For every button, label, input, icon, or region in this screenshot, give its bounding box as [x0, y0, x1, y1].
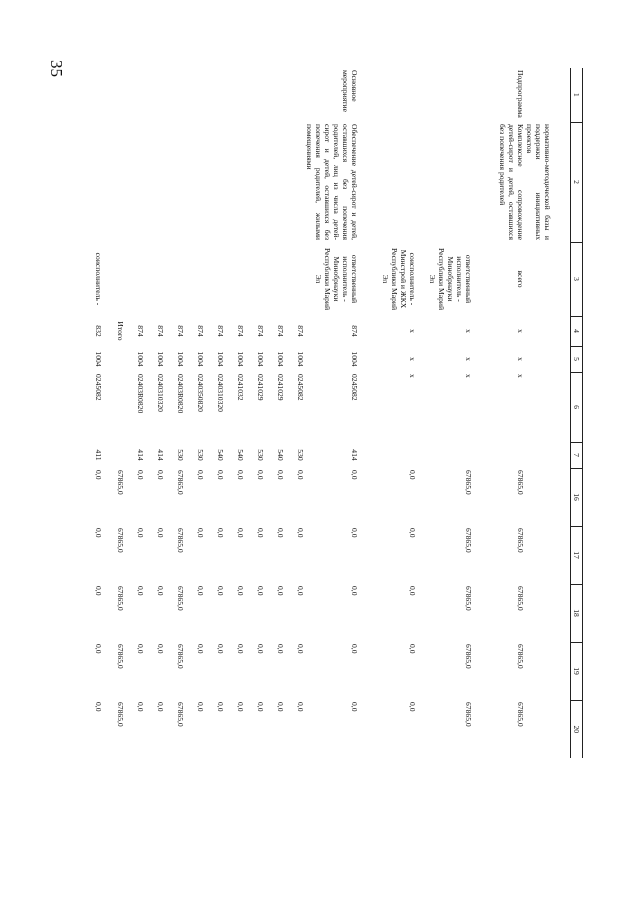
cell-c4 [525, 316, 571, 346]
cell-c3 [285, 242, 305, 316]
table-row [265, 68, 285, 758]
cell-c7: 540 [216, 449, 225, 461]
cell-c2 [245, 122, 265, 242]
cell-c6: 0240310320 [156, 374, 165, 412]
cell-v17: 0,0 [94, 528, 103, 538]
cell-c6: 0241029 [256, 374, 265, 401]
cell-v19: 0,0 [276, 644, 285, 654]
table-row [225, 68, 245, 758]
cell-v20: 0,0 [276, 702, 285, 712]
column-number: 17 [571, 526, 583, 584]
cell-c5 [525, 346, 571, 372]
cell-c6: 0245082 [94, 374, 103, 401]
cell-c2 [285, 122, 305, 242]
cell-v16 [525, 468, 571, 526]
cell-v18: 0,0 [256, 586, 265, 596]
cell-c5: 1004 [256, 351, 265, 367]
cell-v20: 0,0 [350, 702, 359, 712]
cell-v18: 67865,0 [176, 586, 185, 611]
cell-c4: Итого [116, 321, 125, 341]
cell-c6: 0240310320 [216, 374, 225, 412]
cell-c5: 1004 [136, 351, 145, 367]
cell-v18: 0,0 [350, 586, 359, 596]
cell-v20 [525, 700, 571, 758]
cell-c5: x [464, 357, 473, 361]
cell-v20: 0,0 [156, 702, 165, 712]
cell-c5: 1004 [350, 351, 359, 367]
cell-c3 [525, 242, 571, 316]
cell-v17 [525, 526, 571, 584]
cell-v18: 0,0 [216, 586, 225, 596]
cell-c6: 0245082 [296, 374, 305, 401]
column-number: 3 [571, 242, 583, 316]
cell-v20: 67865,0 [116, 702, 125, 727]
cell-c5: 1004 [216, 351, 225, 367]
cell-c3: соисполнитель - Минстрой и ЖКХ Республики Марий Эл [381, 247, 417, 311]
cell-c7: 414 [350, 449, 359, 461]
cell-c4: x [408, 329, 417, 333]
cell-c2 [225, 122, 245, 242]
cell-v16: 67865,0 [464, 470, 473, 495]
table-row [185, 68, 205, 758]
cell-c1 [417, 68, 473, 122]
cell-v18: 0,0 [296, 586, 305, 596]
cell-v18: 67865,0 [516, 586, 525, 611]
cell-v16: 0,0 [94, 470, 103, 480]
cell-c3 [245, 242, 265, 316]
cell-c5: 1004 [94, 351, 103, 367]
cell-c7 [417, 442, 473, 468]
table-row [245, 68, 265, 758]
column-number: 16 [571, 468, 583, 526]
table-row [525, 68, 571, 758]
cell-c3: ответственный исполнитель - Минобрнауки Республики Марий Эл [314, 247, 359, 311]
table-row [305, 68, 359, 758]
cell-c4: x [516, 329, 525, 333]
table-body [83, 68, 583, 758]
cell-c3 [185, 242, 205, 316]
cell-c2 [359, 122, 417, 242]
cell-c4: 874 [136, 325, 145, 337]
cell-v18: 0,0 [136, 586, 145, 596]
cell-v18: 0,0 [94, 586, 103, 596]
table-row [359, 68, 417, 758]
table-row [285, 68, 305, 758]
cell-v16: 0,0 [256, 470, 265, 480]
cell-v19: 67865,0 [516, 644, 525, 669]
table-row [83, 68, 103, 758]
table-row [125, 68, 145, 758]
cell-c2 [103, 122, 125, 242]
cell-v19: 67865,0 [116, 644, 125, 669]
cell-v20: 0,0 [216, 702, 225, 712]
cell-v17: 0,0 [136, 528, 145, 538]
cell-c7 [359, 442, 417, 468]
cell-c1 [205, 68, 225, 122]
cell-c3: ответственный исполнитель - Минобрнауки Республики Марий Эл [428, 247, 473, 311]
cell-c2 [83, 122, 103, 242]
cell-c1 [83, 68, 103, 122]
cell-v17: 0,0 [196, 528, 205, 538]
cell-c2: Комплексное сопровождение детей-сирот и детей, оставшихся без попечения родителей [498, 124, 525, 240]
cell-c4: 832 [94, 325, 103, 337]
cell-c7: 530 [196, 449, 205, 461]
cell-v20: 0,0 [94, 702, 103, 712]
cell-c7: 530 [256, 449, 265, 461]
cell-v17: 0,0 [276, 528, 285, 538]
cell-v20: 0,0 [296, 702, 305, 712]
cell-c4: 874 [156, 325, 165, 337]
cell-v18: 0,0 [408, 586, 417, 596]
cell-c6: x [464, 374, 473, 378]
cell-c6: 0240350820 [196, 374, 205, 412]
cell-v19: 0,0 [216, 644, 225, 654]
cell-c7: 540 [236, 449, 245, 461]
column-number: 6 [571, 372, 583, 442]
cell-v20: 0,0 [136, 702, 145, 712]
cell-c3 [205, 242, 225, 316]
cell-v19: 0,0 [156, 644, 165, 654]
cell-c4: 874 [350, 325, 359, 337]
cell-v19: 0,0 [296, 644, 305, 654]
cell-c7: 530 [296, 449, 305, 461]
cell-v16: 67865,0 [516, 470, 525, 495]
budget-table [83, 68, 583, 758]
cell-v20: 0,0 [236, 702, 245, 712]
cell-c1 [145, 68, 165, 122]
page-number: 35 [47, 60, 66, 77]
cell-c3: всего [516, 270, 525, 288]
cell-c5: 1004 [196, 351, 205, 367]
cell-c7: 414 [136, 449, 145, 461]
cell-c4: 874 [216, 325, 225, 337]
column-number: 4 [571, 316, 583, 346]
cell-v16: 0,0 [350, 470, 359, 480]
table-row [417, 68, 473, 758]
cell-c6: 02403R0820 [176, 374, 185, 414]
cell-c1 [359, 68, 417, 122]
cell-v19: 0,0 [94, 644, 103, 654]
column-number: 20 [571, 700, 583, 758]
cell-c5: 1004 [236, 351, 245, 367]
cell-v20: 67865,0 [176, 702, 185, 727]
cell-c7 [525, 442, 571, 468]
cell-v16: 0,0 [156, 470, 165, 480]
cell-c1 [525, 68, 571, 122]
cell-c3 [145, 242, 165, 316]
cell-v20: 0,0 [256, 702, 265, 712]
cell-v18: 67865,0 [116, 586, 125, 611]
cell-c6: x [516, 374, 525, 378]
column-number: 19 [571, 642, 583, 700]
cell-c2 [125, 122, 145, 242]
cell-c3: соисполнитель - [94, 252, 103, 306]
cell-c4: 874 [276, 325, 285, 337]
cell-c1: Основное мероприятие [341, 70, 359, 112]
cell-c4: 874 [236, 325, 245, 337]
cell-c5: 1004 [276, 351, 285, 367]
cell-v16: 0,0 [296, 470, 305, 480]
cell-c5: 1004 [176, 351, 185, 367]
cell-v17: 67865,0 [116, 528, 125, 553]
cell-c7: 540 [276, 449, 285, 461]
cell-v17: 0,0 [216, 528, 225, 538]
cell-c2 [165, 122, 185, 242]
cell-v16: 0,0 [216, 470, 225, 480]
cell-v16: 0,0 [196, 470, 205, 480]
cell-c2 [205, 122, 225, 242]
cell-v17: 0,0 [350, 528, 359, 538]
cell-v20: 67865,0 [464, 702, 473, 727]
cell-v19 [525, 642, 571, 700]
cell-c5: 1004 [156, 351, 165, 367]
column-number: 18 [571, 584, 583, 642]
cell-v18: 0,0 [196, 586, 205, 596]
cell-v19: 0,0 [408, 644, 417, 654]
cell-c1 [245, 68, 265, 122]
table-row [205, 68, 225, 758]
cell-v19: 67865,0 [176, 644, 185, 669]
table-row [145, 68, 165, 758]
cell-c1 [265, 68, 285, 122]
cell-c3 [165, 242, 185, 316]
cell-c2 [265, 122, 285, 242]
cell-v19: 0,0 [136, 644, 145, 654]
cell-v16: 0,0 [136, 470, 145, 480]
cell-c5: x [408, 357, 417, 361]
cell-c4: 874 [176, 325, 185, 337]
cell-v17: 0,0 [256, 528, 265, 538]
cell-v19: 0,0 [350, 644, 359, 654]
cell-v16: 67865,0 [176, 470, 185, 495]
cell-v20: 67865,0 [516, 702, 525, 727]
cell-c5: 1004 [296, 351, 305, 367]
cell-v16: 0,0 [276, 470, 285, 480]
cell-c4: 874 [196, 325, 205, 337]
column-number: 5 [571, 346, 583, 372]
cell-v18: 0,0 [156, 586, 165, 596]
cell-c2 [145, 122, 165, 242]
cell-c2 [417, 122, 473, 242]
cell-v17: 0,0 [156, 528, 165, 538]
cell-c5: x [516, 357, 525, 361]
cell-v17: 67865,0 [176, 528, 185, 553]
cell-c1 [165, 68, 185, 122]
column-number: 2 [571, 122, 583, 242]
cell-c7: 411 [94, 449, 103, 461]
cell-c2: Обеспечение детей-сирот и детей, оставшихся без попечения родителей, лиц из числа детей-сирот и детей, оставшихся без попечения родителей, жилыми помещениями [305, 124, 359, 240]
cell-v19: 0,0 [236, 644, 245, 654]
cell-c3 [125, 242, 145, 316]
cell-c1 [125, 68, 145, 122]
cell-c6 [103, 372, 125, 442]
cell-v18: 0,0 [236, 586, 245, 596]
cell-c1: Подпрограмма [516, 70, 525, 118]
cell-c1 [225, 68, 245, 122]
cell-c4: x [464, 329, 473, 333]
cell-c1 [185, 68, 205, 122]
cell-v19: 0,0 [196, 644, 205, 654]
cell-c6 [525, 372, 571, 442]
cell-v20: 0,0 [408, 702, 417, 712]
cell-c1 [103, 68, 125, 122]
cell-c2: нормативно-методической базы и поддержки инициативных проектов [525, 124, 552, 240]
cell-c6: 0245082 [350, 374, 359, 401]
cell-v18: 67865,0 [464, 586, 473, 611]
cell-v18 [525, 584, 571, 642]
cell-c6: x [408, 374, 417, 378]
cell-c6: 0241029 [276, 374, 285, 401]
cell-c4: 874 [296, 325, 305, 337]
cell-v17: 0,0 [408, 528, 417, 538]
column-number: 1 [571, 68, 583, 122]
cell-c3 [265, 242, 285, 316]
cell-c3 [225, 242, 245, 316]
cell-c6: 02403R0820 [136, 374, 145, 414]
table-row [165, 68, 185, 758]
cell-c7 [103, 442, 125, 468]
cell-v19: 67865,0 [464, 644, 473, 669]
cell-v17: 67865,0 [464, 528, 473, 553]
column-number: 7 [571, 442, 583, 468]
cell-c6: 0241032 [236, 374, 245, 401]
cell-v18: 0,0 [276, 586, 285, 596]
table-row [473, 68, 525, 758]
cell-c4: 874 [256, 325, 265, 337]
cell-v17: 0,0 [236, 528, 245, 538]
cell-v17: 0,0 [296, 528, 305, 538]
cell-v16: 0,0 [408, 470, 417, 480]
cell-c5 [103, 346, 125, 372]
cell-c2 [185, 122, 205, 242]
cell-c7 [473, 442, 525, 468]
header-row [571, 68, 583, 758]
cell-v16: 67865,0 [116, 470, 125, 495]
cell-v16: 0,0 [236, 470, 245, 480]
cell-c7: 530 [176, 449, 185, 461]
cell-v20: 0,0 [196, 702, 205, 712]
rotated-table-area [94, 0, 583, 762]
cell-v19: 0,0 [256, 644, 265, 654]
cell-c3 [103, 242, 125, 316]
cell-c1 [285, 68, 305, 122]
cell-c7: 414 [156, 449, 165, 461]
table-row [103, 68, 125, 758]
cell-v17: 67865,0 [516, 528, 525, 553]
